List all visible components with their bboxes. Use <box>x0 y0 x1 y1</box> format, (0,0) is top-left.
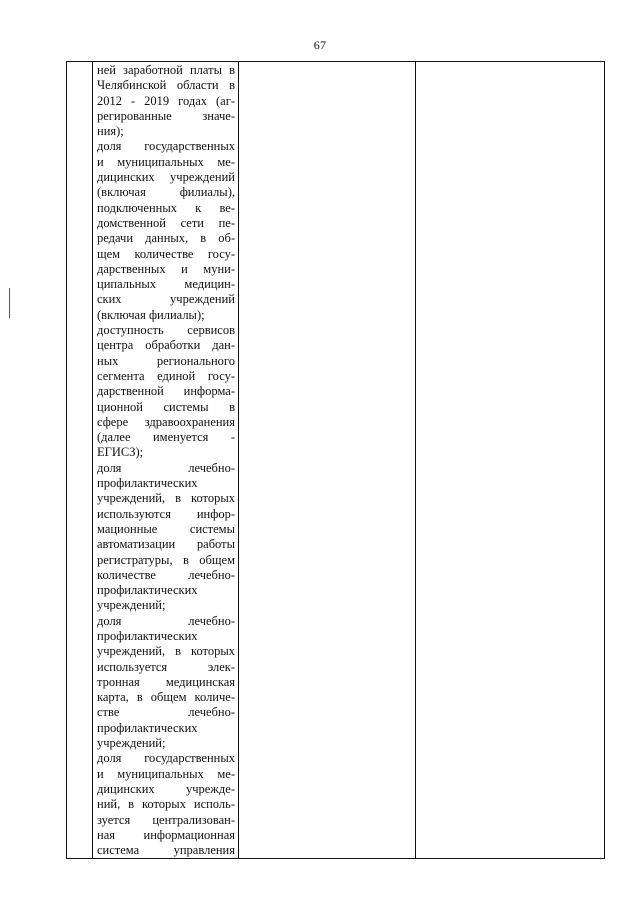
indicator-line: Челябинской области в <box>97 78 235 93</box>
indicator-line: тронная медицинская <box>97 674 235 689</box>
indicator-line: количестве лечебно- <box>97 567 235 582</box>
indicator-line: центра обработки дан- <box>97 338 235 353</box>
indicator-line: ЕГИСЗ); <box>97 445 144 460</box>
indicator-line: дицинских учрежде- <box>97 781 235 796</box>
indicator-line: ских учреждений <box>97 292 235 307</box>
indicator-line: дарственных и муни- <box>97 261 235 276</box>
indicator-line: профилактических <box>97 628 198 643</box>
indicator-line: ней заработной платы в <box>97 63 235 77</box>
indicator-line: регированные значе- <box>97 108 235 123</box>
indicator-line: учреждений, в которых <box>97 644 235 659</box>
indicator-line: регистратуры, в общем <box>97 552 235 567</box>
indicator-line: учреждений, в которых <box>97 491 235 506</box>
indicator-line: ных регионального <box>97 353 235 368</box>
indicator-line: сегмента единой госу- <box>97 368 235 383</box>
indicator-line: зуется централизован- <box>97 812 235 827</box>
indicator-line: учреждений; <box>97 736 166 751</box>
indicator-line: (включая филиалы), <box>97 185 235 200</box>
indicator-line: доля лечебно- <box>97 613 235 628</box>
indicator-line: доля государственных <box>97 751 235 766</box>
content-table <box>66 61 605 859</box>
indicator-line: автоматизации работы <box>97 537 235 552</box>
indicator-line: (далее именуется - <box>97 430 235 445</box>
cell-values <box>239 62 416 859</box>
indicator-line: используется элек- <box>97 659 235 674</box>
indicator-line: домственной сети пе- <box>97 215 235 230</box>
cell-number <box>67 62 93 859</box>
indicators-text <box>93 62 238 858</box>
indicator-line: редачи данных, в об- <box>97 231 235 246</box>
indicator-line: подключенных к ве- <box>97 200 235 215</box>
indicator-line: профилактических <box>97 583 198 598</box>
indicator-line: 2012 - 2019 годах (аг- <box>97 93 235 108</box>
indicator-line: профилактических <box>97 720 198 735</box>
indicator-line: стве лечебно- <box>97 705 235 720</box>
table-row <box>67 62 605 859</box>
indicator-line: используются инфор- <box>97 506 235 521</box>
indicator-line: и муниципальных ме- <box>97 766 235 781</box>
indicator-line: профилактических <box>97 476 198 491</box>
indicator-line: ционной системы в <box>97 399 235 414</box>
indicator-line: мационные системы <box>97 521 235 536</box>
indicator-line: ний, в которых исполь- <box>97 797 235 812</box>
indicator-line: дарственной информа- <box>97 384 235 399</box>
page-number: 67 <box>313 38 327 52</box>
margin-mark <box>9 288 10 318</box>
indicator-line: доступность сервисов <box>97 323 235 338</box>
indicator-line: ния); <box>97 124 124 139</box>
cell-notes <box>416 62 605 859</box>
indicator-line: доля лечебно- <box>97 460 235 475</box>
indicator-line: сфере здравоохранения <box>97 414 235 429</box>
indicator-line: ная информационная <box>97 827 235 842</box>
indicator-line: ципальных медицин- <box>97 277 235 292</box>
indicator-line: карта, в общем количе- <box>97 690 235 705</box>
indicator-line: доля государственных <box>97 139 235 154</box>
indicator-line: учреждений; <box>97 598 166 613</box>
indicator-line: система управления <box>97 843 235 858</box>
cell-indicators <box>93 62 239 859</box>
indicator-line: щем количестве госу- <box>97 246 235 261</box>
indicator-line: и муниципальных ме- <box>97 154 235 169</box>
indicator-line: (включая филиалы); <box>97 307 205 322</box>
indicator-line: дицинских учреждений <box>97 170 235 185</box>
